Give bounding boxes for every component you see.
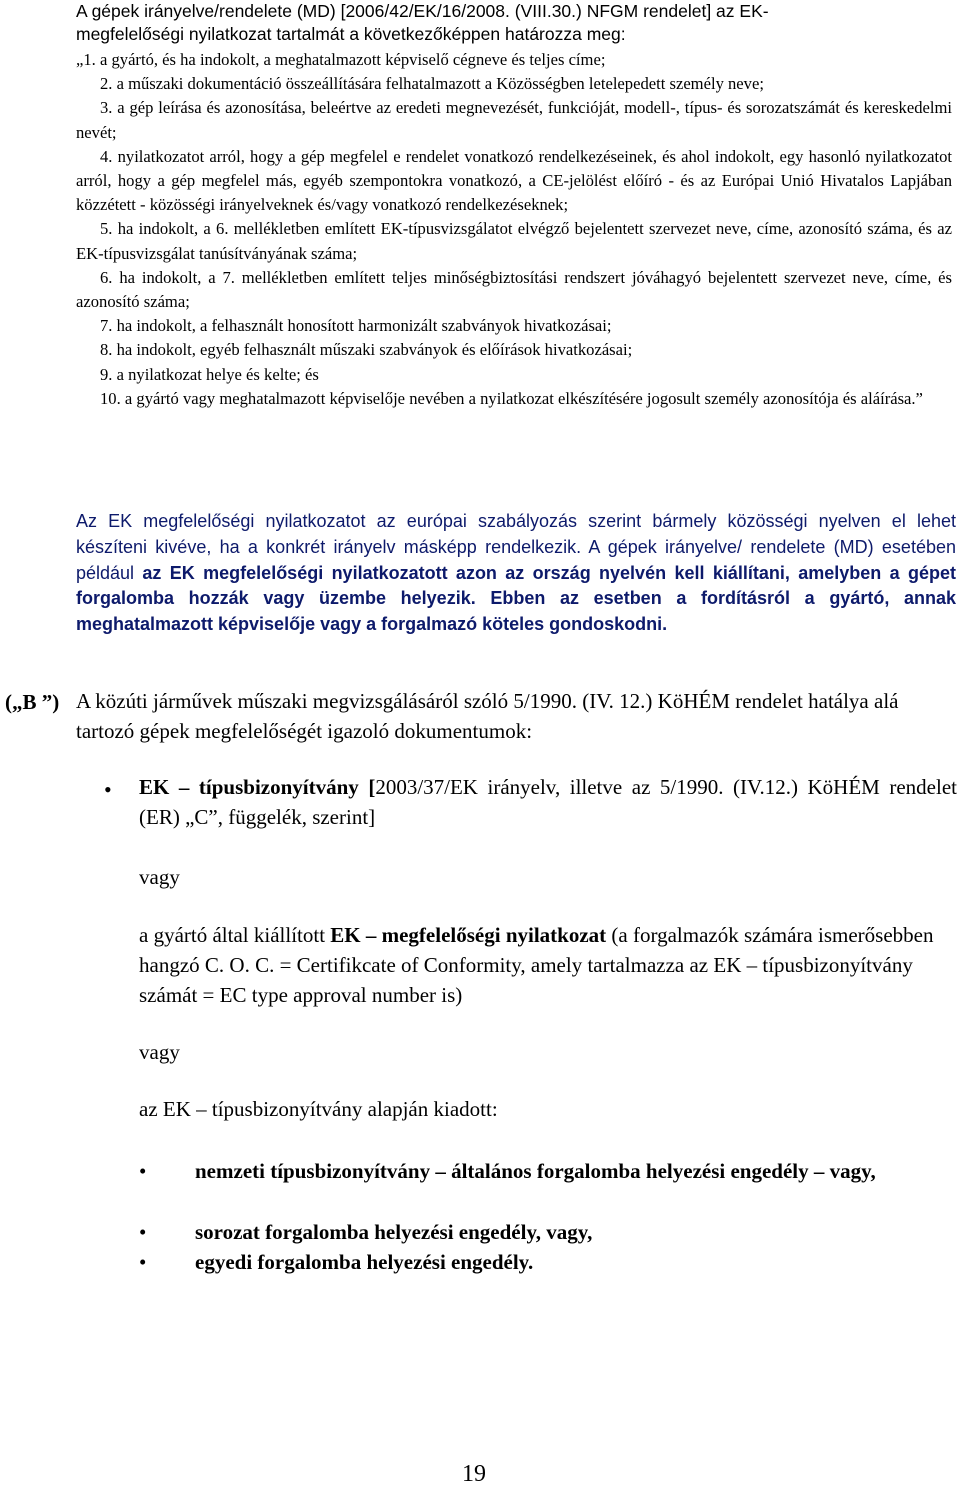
language-normal-text: Az EK megfelelőségi nyilatkozatot az európai szabályozás szerint bármely közösségi nyelven el lehet készíteni kivéve, ha a konkrét irányelv másképp rendelkezik. A gépek irányelve/ rendelete (MD) esetében például xyxy=(76,511,956,583)
or-separator: vagy xyxy=(139,1040,180,1064)
conformity-pre-text: a gyártó által kiállított xyxy=(139,923,331,947)
issued-based-on-heading: az EK – típusbizonyítvány alapján kiadott: xyxy=(139,1097,498,1121)
list-item: 8. ha indokolt, egyéb felhasznált műszaki szabványok és előírások hivatkozásai; xyxy=(100,340,633,360)
intro-line-1: A gépek irányelve/rendelete (MD) [2006/42/EK/16/2008. (VIII.30.) NFGM rendelet] az EK- xyxy=(76,1,769,21)
list-item: 4. nyilatkozatot arról, hogy a gép megfelel e rendelet vonatkozó rendelkezéseinek, és ahol indokolt, egy hasonló nyilatkozatot arról, hogy a gép megfelel más, egyéb szempontokra vonatkozó, a CE-jelölést előíró - és az Európai Unió Hivatalos Lapjában közzétett - közösségi irányelveknek és/vagy vonatkozó rendelkezéseknek; xyxy=(76,146,952,215)
list-item: 3. a gép leírása és azonosítása, beleértve az eredeti megnevezését, funkcióját, modell-, típus- és sorozatszámát és kereskedelmi nevét; xyxy=(76,98,952,142)
bullet-icon: • xyxy=(104,777,112,802)
language-bold-text: az EK megfelelőségi nyilatkozatott azon az ország nyelvén kell kiállítani, amelyben a gépet forgalomba hozzák vagy üzembe helyezik. Ebben az esetben a fordításról a gyártó, annak meghatalmazott képviselője vagy a forgalmazó köteles gondoskodni. xyxy=(76,562,956,635)
bullet-icon: • xyxy=(139,1159,147,1183)
sublist-item-text: sorozat forgalomba helyezési engedély, vagy, xyxy=(195,1220,593,1244)
bullet-icon: • xyxy=(139,1250,147,1274)
page-number: 19 xyxy=(462,1461,486,1487)
list-item: 10. a gyártó vagy meghatalmazott képviselője nevében a nyilatkozat elkészítésére jogosult személy azonosítója és aláírása.” xyxy=(100,388,923,408)
list-item: 2. a műszaki dokumentáció összeállítására felhatalmazott a Közösségben letelepedett személy neve; xyxy=(100,74,764,94)
intro-line-2: megfelelőségi nyilatkozat tartalmát a következőképpen határozza meg: xyxy=(76,24,626,44)
list-item: 5. ha indokolt, a 6. mellékletben említett EK-típusvizsgálatot elvégző bejelentett szervezet neve, címe, azonosító száma, és az EK-típusvizsgálat tanúsítványának száma; xyxy=(76,219,952,263)
ek-type-approval-text: 2003/37/EK irányelv, illetve az 5/1990. (IV.12.) KöHÉM rendelet (ER) „C”, függelék, szerint] xyxy=(139,775,957,829)
intro-paragraph xyxy=(76,0,956,46)
section-b-label: („B ”) xyxy=(5,690,60,714)
list-item: 6. ha indokolt, a 7. mellékletben említett teljes minőségbiztosítási rendszert jóváhagyó bejelentett szervezet neve, címe, és azonosító száma; xyxy=(76,267,952,312)
conformity-bold-text: EK – megfelelőségi nyilatkozat xyxy=(330,923,607,947)
declaration-contents-list xyxy=(76,48,952,411)
section-b-heading: A közúti járművek műszaki megvizsgálásáról szóló 5/1990. (IV. 12.) KöHÉM rendelet hatálya alá tartozó gépek megfelelőségét igazoló dokumentumok: xyxy=(76,689,899,743)
list-item: 7. ha indokolt, a felhasznált honosított harmonizált szabványok hivatkozásai; xyxy=(100,316,612,336)
or-separator: vagy xyxy=(139,865,180,889)
sublist-item-text: nemzeti típusbizonyítvány – általános forgalomba helyezési engedély – vagy, xyxy=(195,1159,876,1183)
bullet-icon: • xyxy=(139,1220,147,1244)
ek-type-approval-item xyxy=(139,772,957,832)
list-item: 9. a nyilatkozat helye és kelte; és xyxy=(100,364,319,384)
list-item: „1. a gyártó, és ha indokolt, a meghatalmazott képviselő cégneve és teljes címe; xyxy=(76,50,606,69)
language-requirement-paragraph xyxy=(76,509,956,638)
sublist-item-text: egyedi forgalomba helyezési engedély. xyxy=(195,1250,534,1274)
conformity-post-text: (a forgalmazók számára ismerősebben hangzó C. O. C. = Certifikcate of Conformity, amely tartalmazza az EK – típusbizonyítvány számát = EC type approval number is) xyxy=(139,923,934,1007)
conformity-declaration-item xyxy=(139,920,957,1010)
ek-type-approval-bold: EK – típusbizonyítvány [ xyxy=(139,775,376,799)
